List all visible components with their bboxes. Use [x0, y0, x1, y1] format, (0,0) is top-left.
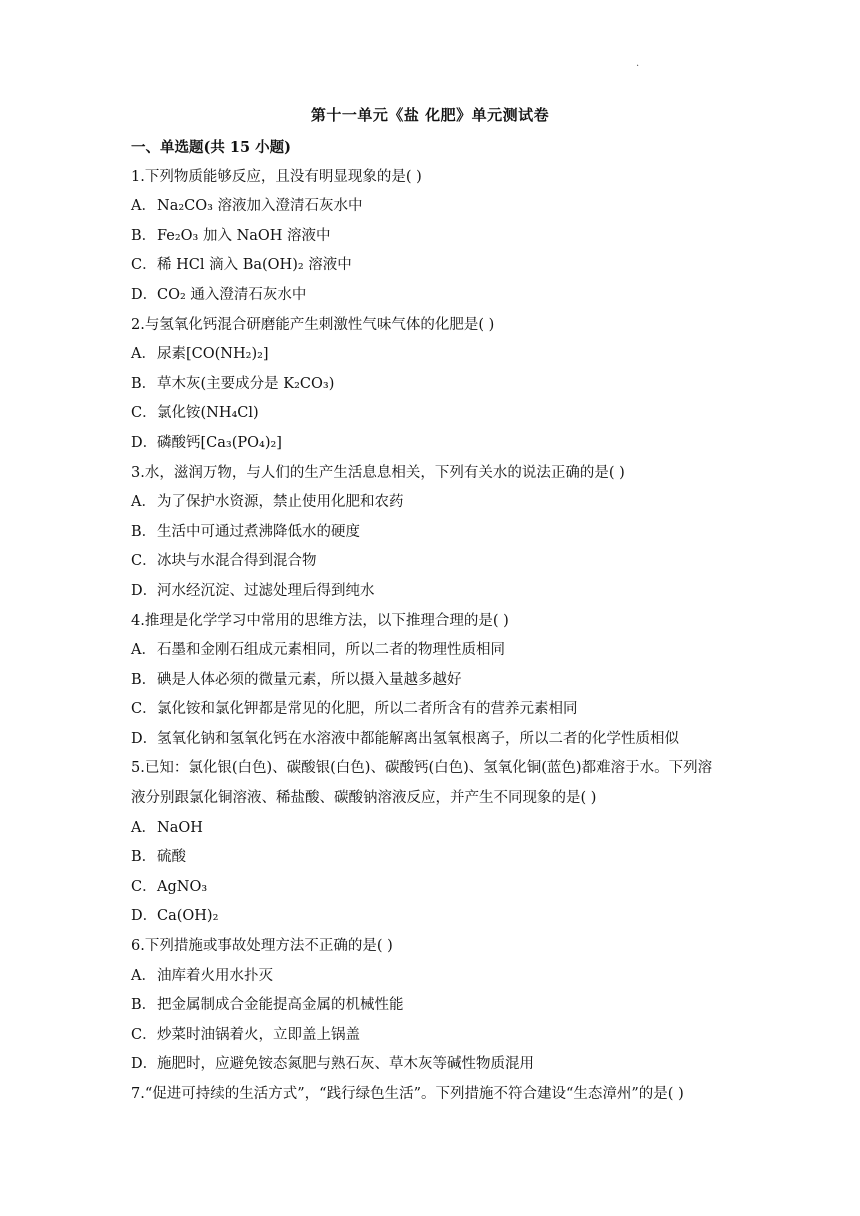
option-letter: A． [131, 198, 156, 215]
option-letter: B． [131, 997, 157, 1014]
option-letter: A． [131, 346, 156, 363]
question-4-option-c [131, 695, 741, 725]
option-text: 氯化铵和氯化钾都是常见的化肥，所以二者所含有的营养元素相同 [157, 701, 578, 718]
option-letter: D． [131, 1056, 158, 1073]
option-text: CO₂ 通入澄清石灰水中 [157, 286, 307, 303]
option-text: AgNO₃ [157, 878, 208, 895]
option-letter: B． [131, 523, 157, 540]
question-1-option-a [131, 192, 741, 222]
question-5-option-b [131, 843, 741, 873]
option-letter: B． [131, 375, 157, 392]
option-letter: D． [131, 434, 158, 451]
question-1-option-d [131, 281, 741, 311]
question-2-option-b [131, 370, 741, 400]
option-text: NaOH [157, 819, 203, 836]
option-letter: C． [131, 701, 157, 718]
option-text: 氢氧化钠和氢氧化钙在水溶液中都能解离出氢氧根离子，所以二者的化学性质相似 [157, 730, 679, 747]
option-text: 为了保护水资源，禁止使用化肥和农药 [157, 494, 404, 511]
section-heading: 一、单选题(共 15 小题) [131, 139, 291, 156]
document-body [131, 133, 741, 1110]
option-letter: A． [131, 967, 156, 984]
question-4-option-d [131, 725, 741, 755]
option-text: 施肥时，应避免铵态氮肥与熟石灰、草木灰等碱性物质混用 [157, 1056, 534, 1073]
option-text: 草木灰(主要成分是 K₂CO₃) [157, 375, 335, 392]
question-6-option-d [131, 1050, 741, 1080]
question-3-option-a [131, 488, 741, 518]
option-letter: C． [131, 257, 157, 274]
question-2-stem: 2.与氢氧化钙混合研磨能产生刺激性气味气体的化肥是( ) [131, 316, 495, 333]
question-3-stem: 3.水，滋润万物，与人们的生产生活息息相关，下列有关水的说法正确的是( ) [131, 464, 625, 481]
question-6-option-b [131, 991, 741, 1021]
option-letter: A． [131, 819, 156, 836]
option-text: 氯化铵(NH₄Cl) [157, 405, 259, 422]
option-letter: D． [131, 582, 158, 599]
option-text: 油库着火用水扑灭 [157, 967, 273, 984]
question-5-stem-line-1: 5.已知：氯化银(白色)、碳酸银(白色)、碳酸钙(白色)、氢氧化铜(蓝色)都难溶于水。下列溶 [131, 760, 713, 777]
option-text: 硫酸 [157, 849, 186, 866]
option-letter: C． [131, 878, 157, 895]
option-letter: D． [131, 730, 158, 747]
question-2-option-c [131, 399, 741, 429]
option-text: 河水经沉淀、过滤处理后得到纯水 [157, 582, 375, 599]
option-letter: D． [131, 908, 158, 925]
option-text: 炒菜时油锅着火，立即盖上锅盖 [157, 1026, 360, 1043]
option-letter: B． [131, 849, 157, 866]
question-2-option-d [131, 429, 741, 459]
option-letter: A． [131, 642, 156, 659]
question-3-option-c [131, 547, 741, 577]
option-letter: C． [131, 405, 157, 422]
question-1-stem: 1.下列物质能够反应，且没有明显现象的是( ) [131, 168, 422, 185]
option-text: Na₂CO₃ 溶液加入澄清石灰水中 [157, 198, 363, 215]
option-text: 碘是人体必须的微量元素，所以摄入量越多越好 [157, 671, 462, 688]
question-7-stem: 7.“促进可持续的生活方式”，“践行绿色生活”。下列措施不符合建设“生态漳州”的是( ) [131, 1086, 684, 1102]
option-text: 尿素[CO(NH₂)₂] [157, 346, 269, 363]
option-letter: C． [131, 1026, 157, 1043]
option-text: 把金属制成合金能提高金属的机械性能 [157, 997, 404, 1014]
question-1-option-b [131, 222, 741, 252]
option-letter: D． [131, 286, 158, 303]
question-5-option-d [131, 902, 741, 932]
option-text: 生活中可通过煮沸降低水的硬度 [157, 523, 360, 540]
option-text: 冰块与水混合得到混合物 [157, 553, 317, 570]
option-letter: C． [131, 553, 157, 570]
question-5-stem-line-2: 液分别跟氯化铜溶液、稀盐酸、碳酸钠溶液反应，并产生不同现象的是( ) [131, 790, 597, 807]
question-3-option-b [131, 518, 741, 548]
option-text: 磷酸钙[Ca₃(PO₄)₂] [157, 434, 282, 451]
question-3-option-d [131, 577, 741, 607]
question-2-option-a [131, 340, 741, 370]
question-4-option-a [131, 636, 741, 666]
option-text: Ca(OH)₂ [157, 908, 219, 925]
option-letter: B． [131, 227, 157, 244]
question-4-stem: 4.推理是化学学习中常用的思维方法，以下推理合理的是( ) [131, 612, 509, 629]
question-6-stem: 6.下列措施或事故处理方法不正确的是( ) [131, 938, 393, 955]
option-text: Fe₂O₃ 加入 NaOH 溶液中 [157, 227, 331, 244]
option-letter: A． [131, 494, 156, 511]
question-1-option-c [131, 251, 741, 281]
page-title: 第十一单元《盐 化肥》单元测试卷 [310, 106, 550, 124]
question-6-option-c [131, 1021, 741, 1051]
question-5-option-c [131, 873, 741, 903]
option-text: 稀 HCl 滴入 Ba(OH)₂ 溶液中 [157, 257, 352, 274]
option-text: 石墨和金刚石组成元素相同，所以二者的物理性质相同 [157, 642, 505, 659]
question-5-option-a [131, 814, 741, 844]
option-letter: B． [131, 671, 157, 688]
question-4-option-b [131, 666, 741, 696]
question-6-option-a [131, 962, 741, 992]
header-dot: . [636, 58, 640, 69]
